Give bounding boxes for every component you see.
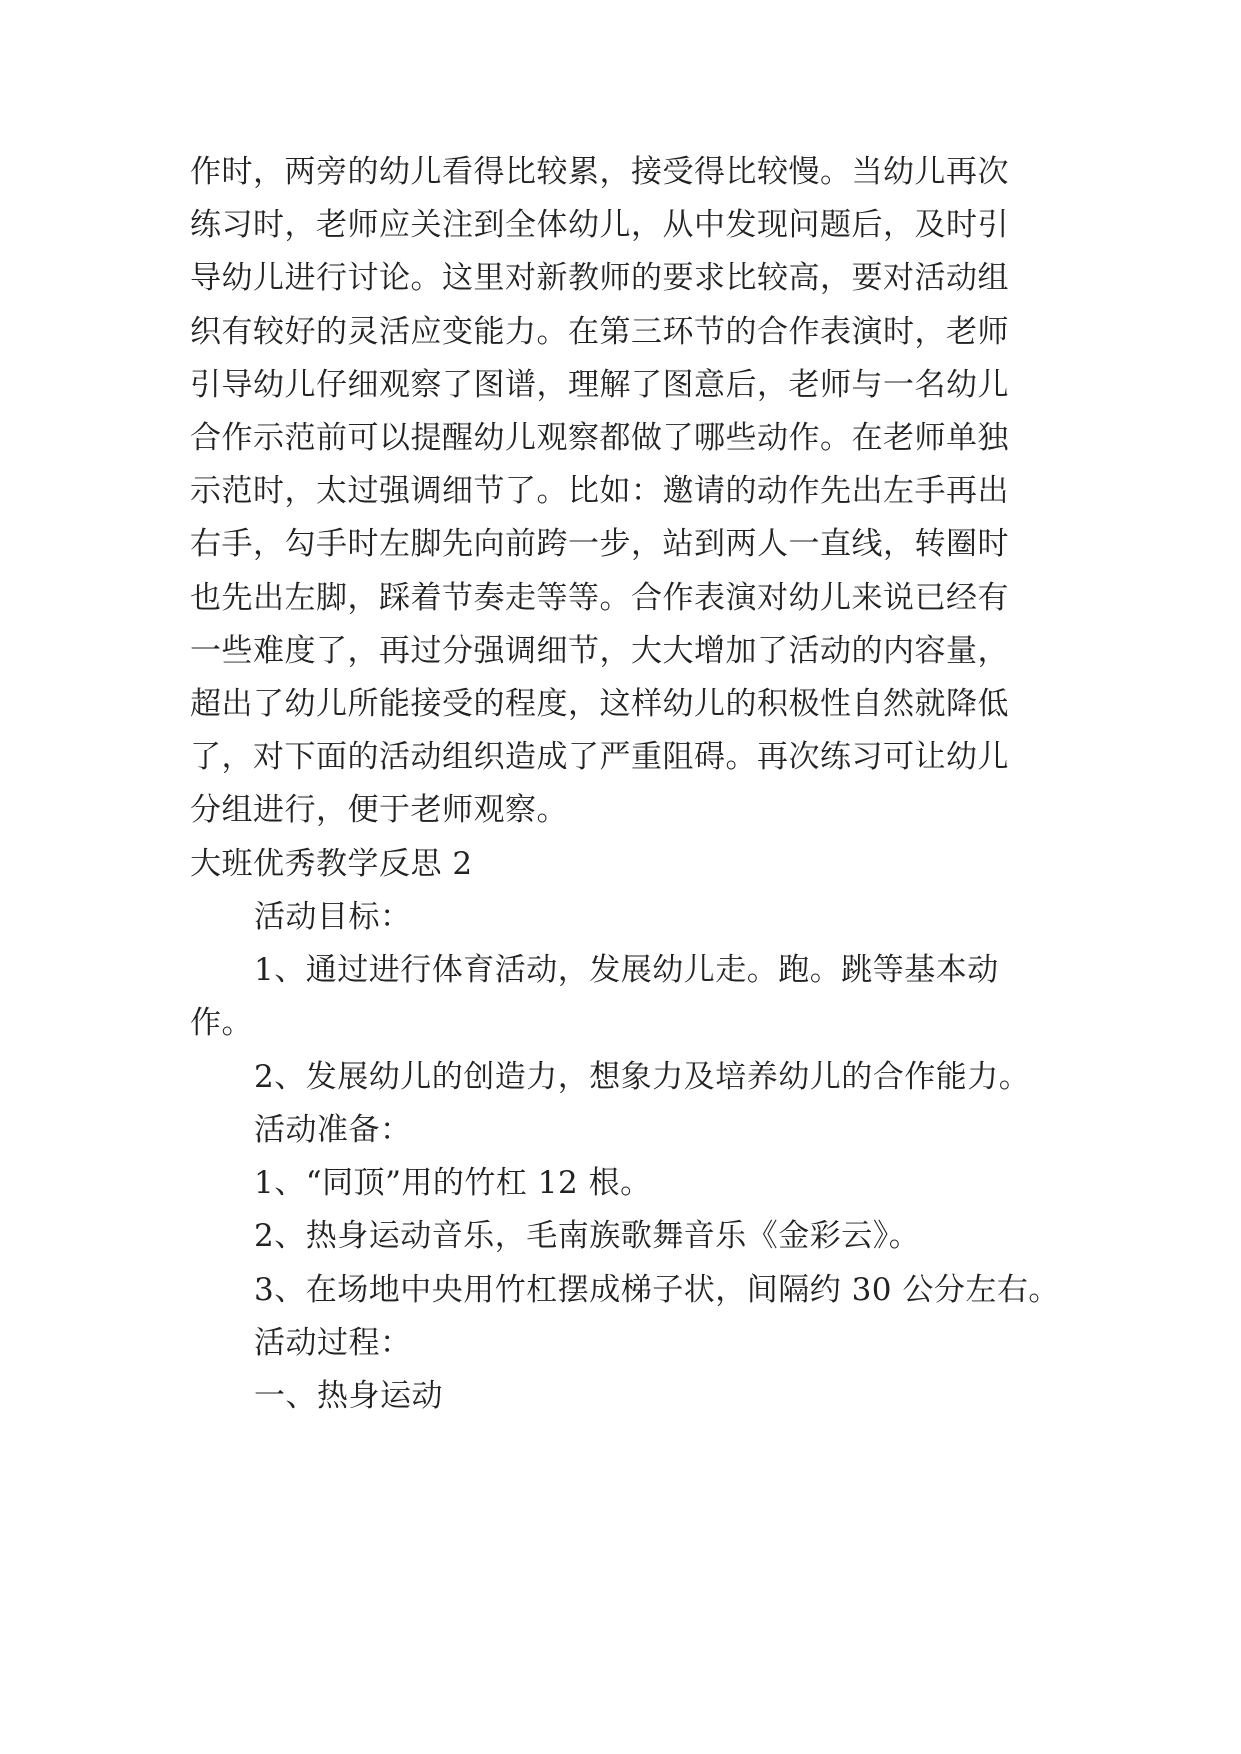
objective-item-1-continued: 作。	[190, 1005, 253, 1041]
paragraph-line: 示范时，太过强调细节了。比如：邀请的动作先出左手再出	[190, 473, 1009, 509]
preparation-item-1: 1、“同顶”用的竹杠 12 根。	[254, 1165, 652, 1201]
paragraph-line: 引导幼儿仔细观察了图谱，理解了图意后，老师与一名幼儿	[190, 367, 1009, 403]
paragraph-line: 也先出左脚，踩着节奏走等等。合作表演对幼儿来说已经有	[190, 580, 1009, 616]
paragraph-line: 一些难度了，再过分强调细节，大大增加了活动的内容量，	[190, 633, 1009, 669]
paragraph-line: 作时，两旁的幼儿看得比较累，接受得比较慢。当幼儿再次	[190, 154, 1009, 190]
process-heading: 活动过程：	[254, 1325, 412, 1361]
paragraph-line: 超出了幼儿所能接受的程度，这样幼儿的积极性自然就降低	[190, 686, 1009, 722]
process-item-1: 一、热身运动	[254, 1378, 443, 1414]
objective-item-1: 1、通过进行体育活动，发展幼儿走。跑。跳等基本动	[254, 952, 999, 988]
objective-item-2: 2、发展幼儿的创造力，想象力及培养幼儿的合作能力。	[254, 1059, 1031, 1095]
paragraph-line: 分组进行，便于老师观察。	[190, 792, 568, 828]
preparation-heading: 活动准备：	[254, 1112, 412, 1148]
paragraph-line: 右手，勾手时左脚先向前跨一步，站到两人一直线，转圈时	[190, 526, 1009, 562]
paragraph-line: 导幼儿进行讨论。这里对新教师的要求比较高，要对活动组	[190, 260, 1009, 296]
paragraph-line: 练习时，老师应关注到全体幼儿，从中发现问题后，及时引	[190, 207, 1009, 243]
preparation-item-2: 2、热身运动音乐，毛南族歌舞音乐《金彩云》。	[254, 1218, 921, 1254]
paragraph-line: 了，对下面的活动组织造成了严重阻碍。再次练习可让幼儿	[190, 739, 1009, 775]
section-title: 大班优秀教学反思 2	[190, 846, 473, 882]
paragraph-line: 合作示范前可以提醒幼儿观察都做了哪些动作。在老师单独	[190, 420, 1009, 456]
preparation-item-3: 3、在场地中央用竹杠摆成梯子状，间隔约 30 公分左右。	[254, 1272, 1060, 1308]
objectives-heading: 活动目标：	[254, 899, 412, 935]
paragraph-line: 织有较好的灵活应变能力。在第三环节的合作表演时，老师	[190, 314, 1009, 350]
